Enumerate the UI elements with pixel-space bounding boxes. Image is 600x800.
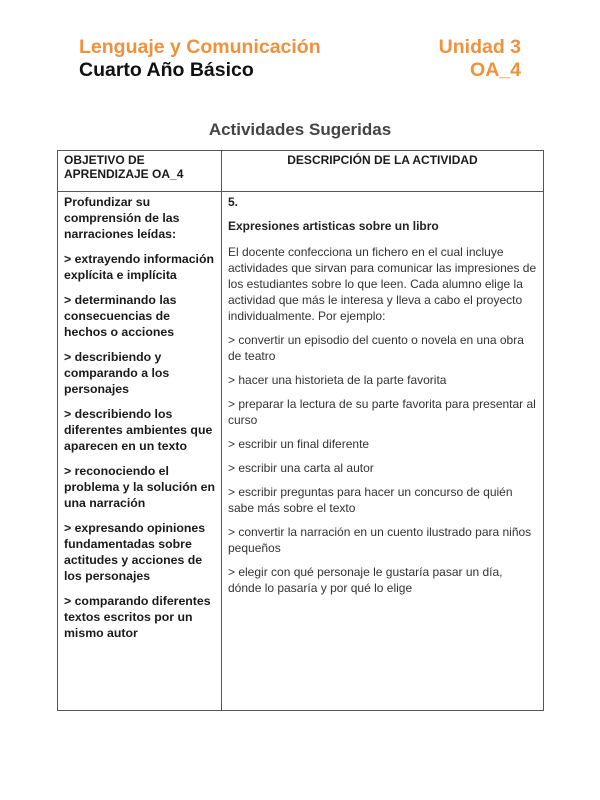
activity-item: > convertir la narración en un cuento ilustrado para niños pequeños <box>228 525 532 555</box>
activity-title: Expresiones artisticas sobre un libro <box>228 219 439 233</box>
activity-item: > elegir con qué personaje le gustaría pasar un día, dónde lo pasaría y por qué lo elige <box>228 565 503 595</box>
objective-item: > reconociendo el problema y la solución en una narración <box>64 464 216 510</box>
activity-number: 5. <box>228 195 239 209</box>
objective-item: > describiendo los diferentes ambientes que aparecen en un texto <box>64 407 213 453</box>
table-row <box>58 192 544 711</box>
objective-item: > comparando diferentes textos escritos por un mismo autor <box>64 594 211 640</box>
objective-item: > describiendo y comparando a los personajes <box>64 350 170 396</box>
grade-title: Cuarto Año Básico <box>79 59 254 81</box>
objectives-cell <box>58 192 222 711</box>
description-column-header: DESCRIPCIÓN DE LA ACTIVIDAD <box>222 151 544 192</box>
objective-item: > determinando las consecuencias de hechos o acciones <box>64 293 177 339</box>
objective-item: > extrayendo información explícita e implícita <box>64 252 214 282</box>
objective-item: Profundizar su comprensión de las narraciones leídas: <box>64 195 180 241</box>
page-title: Actividades Sugeridas <box>208 120 392 139</box>
activities-table <box>57 150 544 711</box>
objective-item: > expresando opiniones fundamentadas sobre actitudes y acciones de los personajes <box>64 521 206 583</box>
activity-item: > escribir preguntas para hacer un concurso de quién sabe más sobre el texto <box>228 485 513 515</box>
activity-item: > hacer una historieta de la parte favorita <box>228 373 447 387</box>
subject-title: Lenguaje y Comunicación <box>79 36 321 58</box>
unit-label: Unidad 3 <box>438 36 521 58</box>
description-cell <box>222 192 544 711</box>
objective-column-header: OBJETIVO DE APRENDIZAJE OA_4 <box>58 151 222 192</box>
table-header-row <box>58 151 544 192</box>
activity-item: > convertir un episodio del cuento o novela en una obra de teatro <box>228 333 524 363</box>
objective-label: OA_4 <box>470 59 521 81</box>
activity-item: > escribir una carta al autor <box>228 461 374 475</box>
activity-item: > escribir un final diferente <box>228 437 370 451</box>
activity-intro: El docente confecciona un fichero en el cual incluye actividades que sirvan para comunicar las impresiones de los estudiantes sobre lo que leen. Cada alumno elige la actividad que más le interesa y lleva a cabo el proyecto individualmente. Por ejemplo: <box>228 245 537 323</box>
activity-item: > preparar la lectura de su parte favorita para presentar al curso <box>228 397 536 427</box>
